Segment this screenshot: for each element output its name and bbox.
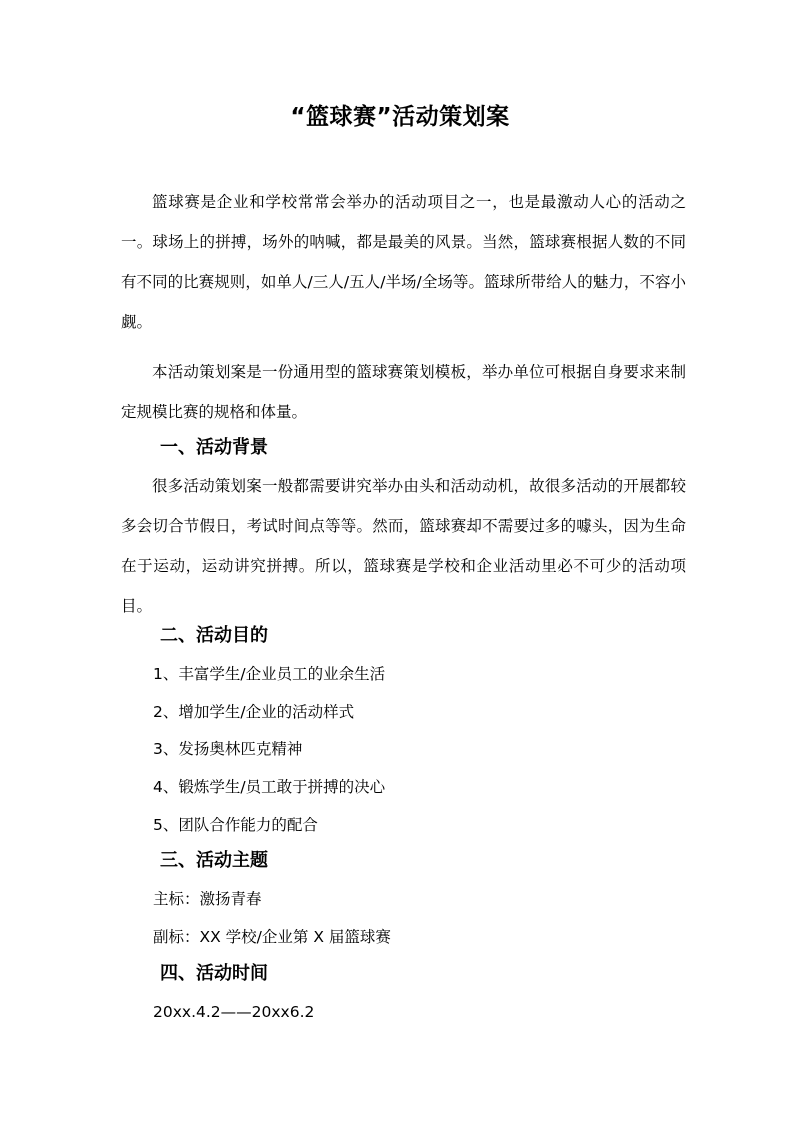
activity-date-range: 20xx.4.2——20xx6.2 <box>153 1003 315 1021</box>
section-heading-time: 四、活动时间 <box>160 963 268 984</box>
section-heading-purpose: 二、活动目的 <box>160 625 268 646</box>
intro-paragraph-1: 篮球赛是企业和学校常常会举办的活动项目之一，也是最激动人心的活动之一。球场上的拼搏，场外的呐喊，都是最美的风景。当然，篮球赛根据人数的不同有不同的比赛规则，如单人/三人/五人/半场/全场等。篮球所带给人的魅力，不容小觑。 <box>121 193 686 331</box>
section-heading-background: 一、活动背景 <box>160 437 268 458</box>
purpose-item-3: 3、发扬奥林匹克精神 <box>153 740 303 758</box>
purpose-item-1: 1、丰富学生/企业员工的业余生活 <box>153 665 386 683</box>
document-title: “篮球赛”活动策划案 <box>290 104 510 130</box>
purpose-item-4: 4、锻炼学生/员工敢于拼搏的决心 <box>153 778 386 796</box>
intro-paragraph-2: 本活动策划案是一份通用型的篮球赛策划模板，举办单位可根据自身要求来制定规模比赛的规格和体量。 <box>121 363 686 421</box>
purpose-item-2: 2、增加学生/企业的活动样式 <box>153 703 355 721</box>
theme-subtitle: 副标：XX 学校/企业第 X 届篮球赛 <box>153 928 391 946</box>
purpose-item-5: 5、团队合作能力的配合 <box>153 816 318 834</box>
section-heading-theme: 三、活动主题 <box>160 850 268 871</box>
background-paragraph: 很多活动策划案一般都需要讲究举办由头和活动动机，故很多活动的开展都较多会切合节假日，考试时间点等等。然而，篮球赛却不需要过多的噱头，因为生命在于运动，运动讲究拼搏。所以，篮球赛是学校和企业活动里必不可少的活动项目。 <box>121 477 686 615</box>
theme-main-title: 主标：激扬青春 <box>153 890 262 908</box>
